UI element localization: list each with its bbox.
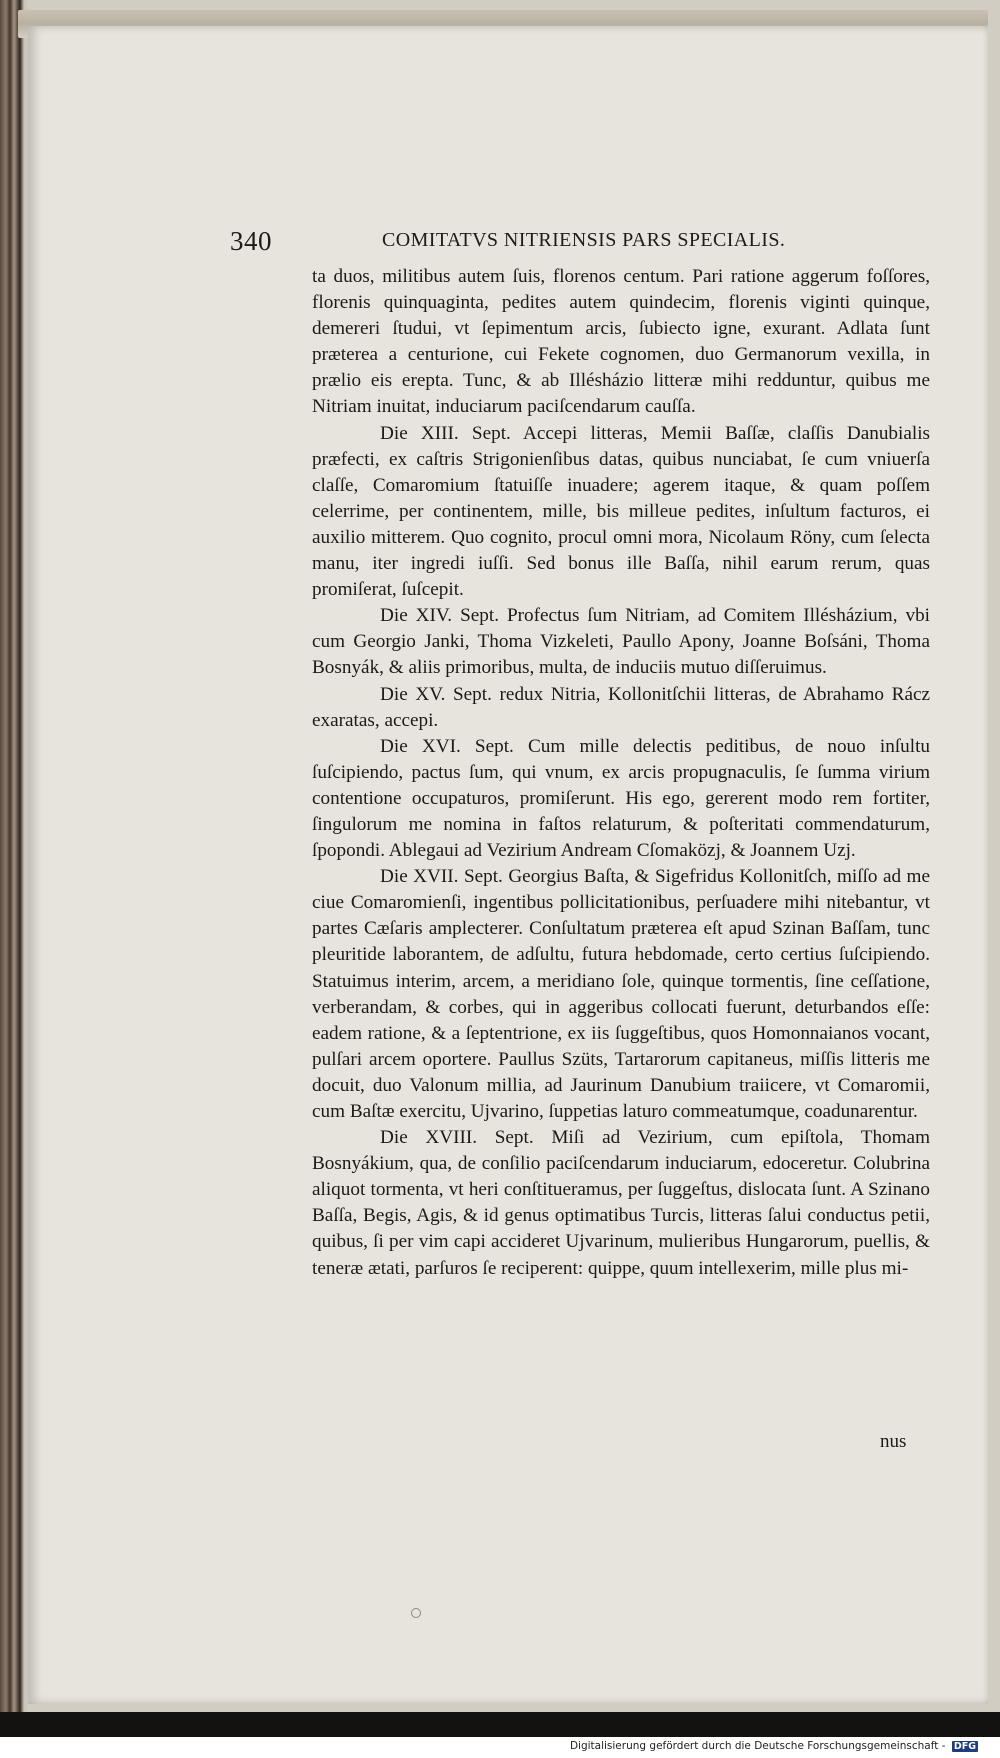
page-header — [230, 226, 850, 260]
ring-mark — [411, 1608, 421, 1618]
page-number: 340 — [230, 226, 272, 256]
paragraph: Die XVIII. Sept. Miſi ad Vezirium, cum epiſtola, Thomam Bosnyákium, qua, de conſilio paciſcendarum induciarum, edoceretur. Colubrina aliquot tormenta, vt heri conſtitueramus, per ſuggeſtus, dislocata ſunt. A Szinano Baſſa, Begis, Agis, & id genus optimatibus Turcis, litteras ſalui conductus petii, quibus, ſi per vim capi accideret Ujvarinum, mulieribus Hungarorum, puellis, & teneræ ætati, parſuros ſe reciperent: quippe, quum intellexerim, mille plus mi- — [312, 1127, 930, 1279]
paragraph: Die XVI. Sept. Cum mille delectis peditibus, de nouo inſultu ſuſcipiendo, pactus ſum, qui vnum, ex arcis propugnaculis, ſe ſumma virium contentione occupaturos, promiſerunt. His ego, gererent modo rem fortiter, ſingulorum me nomina in faſtos relaturum, & poſteritati commendaturum, ſpopondi. Ablegaui ad Vezirium Andream Cſomaközj, & Joannem Uzj. — [312, 735, 930, 862]
paragraph: ta duos, militibus autem ſuis, florenos centum. Pari ratione aggerum foſſores, florenis quinquaginta, pedites autem quindecim, florenis viginti quinque, demereri ſtudui, vt ſepimentum arcis, ſubiecto igne, exurant. Adlata ſunt præterea a centurione, cui Fekete cognomen, duo Germanorum vexilla, in prælio eis erepta. Tunc, & ab Illésházio litteræ mihi redduntur, quibus me Nitriam inuitat, induciarum paciſcendarum cauſſa. — [312, 266, 930, 418]
credit-text: Digitalisierung gefördert durch die Deutsche Forschungsgemeinschaft - — [569, 1740, 946, 1752]
body-text — [312, 264, 930, 1282]
catchword: nus — [880, 1431, 907, 1452]
running-title: COMITATVS NITRIENSIS PARS SPECIALIS. — [382, 229, 786, 251]
dfg-logo: DFG — [953, 1741, 976, 1752]
paragraph: Die XVII. Sept. Georgius Baſta, & Sigefridus Kollonitſch, miſſo ad me ciue Comaromienſi, ingentibus pollicitationibus, perſuadere mihi nitebantur, vt partes Cæſaris amplecterer. Conſultatum præterea eſt apud Szinan Baſſam, tunc pleuritide laborantem, de adſultu, futura hebdomade, certo certius ſuſcipiendo. Statuimus interim, arcem, a meridiano ſole, quinque tormentis, ſine ceſſatione, verberandam, & corbes, qui in aggeribus collocati fuerunt, deturbandos eſſe: eadem ratione, & a ſeptentrione, ex iis ſuggeſtibus, quos Homonnaianos vocant, pulſari arcem oportere. Paullus Szüts, Tartarorum capitaneus, miſſis litteris me docuit, duo Valonum millia, ad Jaurinum Danubium traiicere, vt Comaromii, cum Baſtæ exercitu, Ujvarino, ſuppetias laturo commeatumque, coadunarentur. — [312, 866, 930, 1122]
paragraph: Die XIV. Sept. Profectus ſum Nitriam, ad Comitem Illésházium, vbi cum Georgio Janki, Thoma Vizkeleti, Paullo Apony, Joanne Boſsáni, Thoma Bosnyák, & aliis primoribus, multa, de induciis mutuo diſſeruimus. — [312, 605, 930, 679]
paragraph: Die XV. Sept. redux Nitria, Kollonitſchii litteras, de Abrahamo Rácz exaratas, accepi. — [312, 683, 930, 731]
paragraph: Die XIII. Sept. Accepi litteras, Memii Baſſæ, claſſis Danubialis præfecti, ex caſtris Strigonienſibus datas, quibus nunciabat, ſe cum vniuerſa claſſe, Comaromium ſtatuiſſe inuadere; agerem itaque, & quam poſſem celerrime, per continentem, mille, bis milleue pedites, inſultum facturos, ei auxilio mitterem. Quo cognito, procul omni mora, Nicolaum Röny, cum ſelecta manu, iter ingredi iuſſi. Sed bonus ille Baſſa, nihil earum rerum, quas promiſerat, ſuſcepit. — [312, 422, 930, 601]
digitization-credit — [570, 1740, 978, 1752]
